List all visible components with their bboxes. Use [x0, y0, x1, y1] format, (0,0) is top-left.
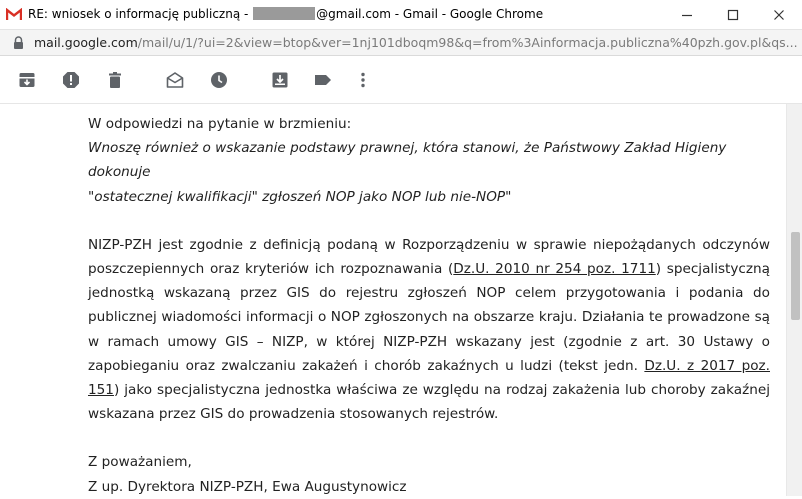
scrollbar-thumb[interactable] [791, 232, 800, 320]
main-paragraph-part-a: NIZP-PZH jest zgodnie z definicją podaną w Rozporządzeniu w sprawie niepożądanych odczynów poszczepiennych oraz kryteriów ich rozpoznawania ( [88, 236, 770, 278]
gmail-logo-icon [6, 8, 22, 21]
snooze-button[interactable] [207, 68, 231, 92]
report-spam-icon [62, 71, 80, 89]
more-button[interactable] [351, 68, 375, 92]
email-intro: W odpowiedzi na pytanie w brzmieniu: [88, 116, 352, 132]
move-to-button[interactable] [268, 68, 292, 92]
move-to-icon [271, 71, 289, 89]
window-titlebar [0, 0, 802, 30]
email-toolbar [0, 56, 802, 104]
minimize-button[interactable] [664, 0, 710, 29]
lock-icon [13, 36, 24, 49]
email-signature: Z up. Dyrektora NIZP-PZH, Ewa Augustynowicz [88, 478, 407, 495]
email-body [88, 112, 770, 499]
window-title-prefix: RE: wniosek o informację publiczną - [28, 7, 249, 21]
label-button[interactable] [311, 68, 335, 92]
url-text [34, 35, 798, 50]
email-main-paragraph [88, 233, 770, 427]
redacted-email [253, 7, 315, 20]
maximize-icon [727, 9, 739, 21]
delete-button[interactable] [103, 68, 127, 92]
url-host: mail.google.com [34, 35, 138, 50]
archive-button[interactable] [15, 68, 39, 92]
mark-unread-icon [166, 71, 184, 89]
snooze-icon [210, 71, 228, 89]
label-icon [314, 71, 332, 89]
maximize-button[interactable] [710, 0, 756, 29]
legal-reference-link-1[interactable]: Dz.U. 2010 nr 254 poz. 1711 [453, 261, 656, 278]
window-title-suffix: @gmail.com - Gmail - Google Chrome [316, 7, 544, 21]
email-quote-line-1: Wnoszę również o wskazanie podstawy prawnej, która stanowi, że Państwowy Zakład Higieny dokonuje [88, 140, 727, 181]
archive-icon [18, 71, 36, 89]
legal-reference-link-2[interactable]: Dz.U. z 2017 poz. 151 [88, 357, 770, 399]
more-icon [354, 71, 372, 89]
close-button[interactable] [756, 0, 802, 29]
mark-unread-button[interactable] [163, 68, 187, 92]
email-closing: Z poważaniem, [88, 454, 192, 471]
main-paragraph-part-b: ) specjalistyczną jednostką wskazaną przez GIS do rejestru zgłoszeń NOP celem przygotowania i podania do publicznej wiadomości informacji o NOP zgłoszonych na obszarze kraju. Działania te prowadzone są w ramach umowy GIS – NIZP, w której NIZP-PZH wskazany jest (zgodnie z art. 30 Ustawy o zapobieganiu oraz zwalczaniu zakażeń i chorób zakaźnych u ludzi (tekst jedn. [88, 261, 770, 374]
url-path: /mail/u/1/?ui=2&view=btop&ver=1nj101dboqm98&q=from%3Ainformacja.publiczna%40pzh.gov.pl&qs... [137, 35, 798, 50]
window-title [28, 7, 543, 21]
address-bar[interactable] [0, 30, 802, 56]
report-spam-button[interactable] [59, 68, 83, 92]
minimize-icon [681, 9, 693, 21]
close-icon [773, 9, 785, 21]
vertical-scrollbar[interactable] [786, 104, 802, 496]
email-quote-line-2: "ostatecznej kwalifikacji" zgłoszeń NOP jako NOP lub nie-NOP" [88, 188, 512, 205]
main-paragraph-part-c: ) jako specjalistyczna jednostka właściwa ze względu na rodzaj zakażenia lub choroby zakaźnej wskazana przez GIS do prowadzenia stosowanych rejestrów. [88, 382, 770, 423]
delete-icon [106, 71, 124, 89]
